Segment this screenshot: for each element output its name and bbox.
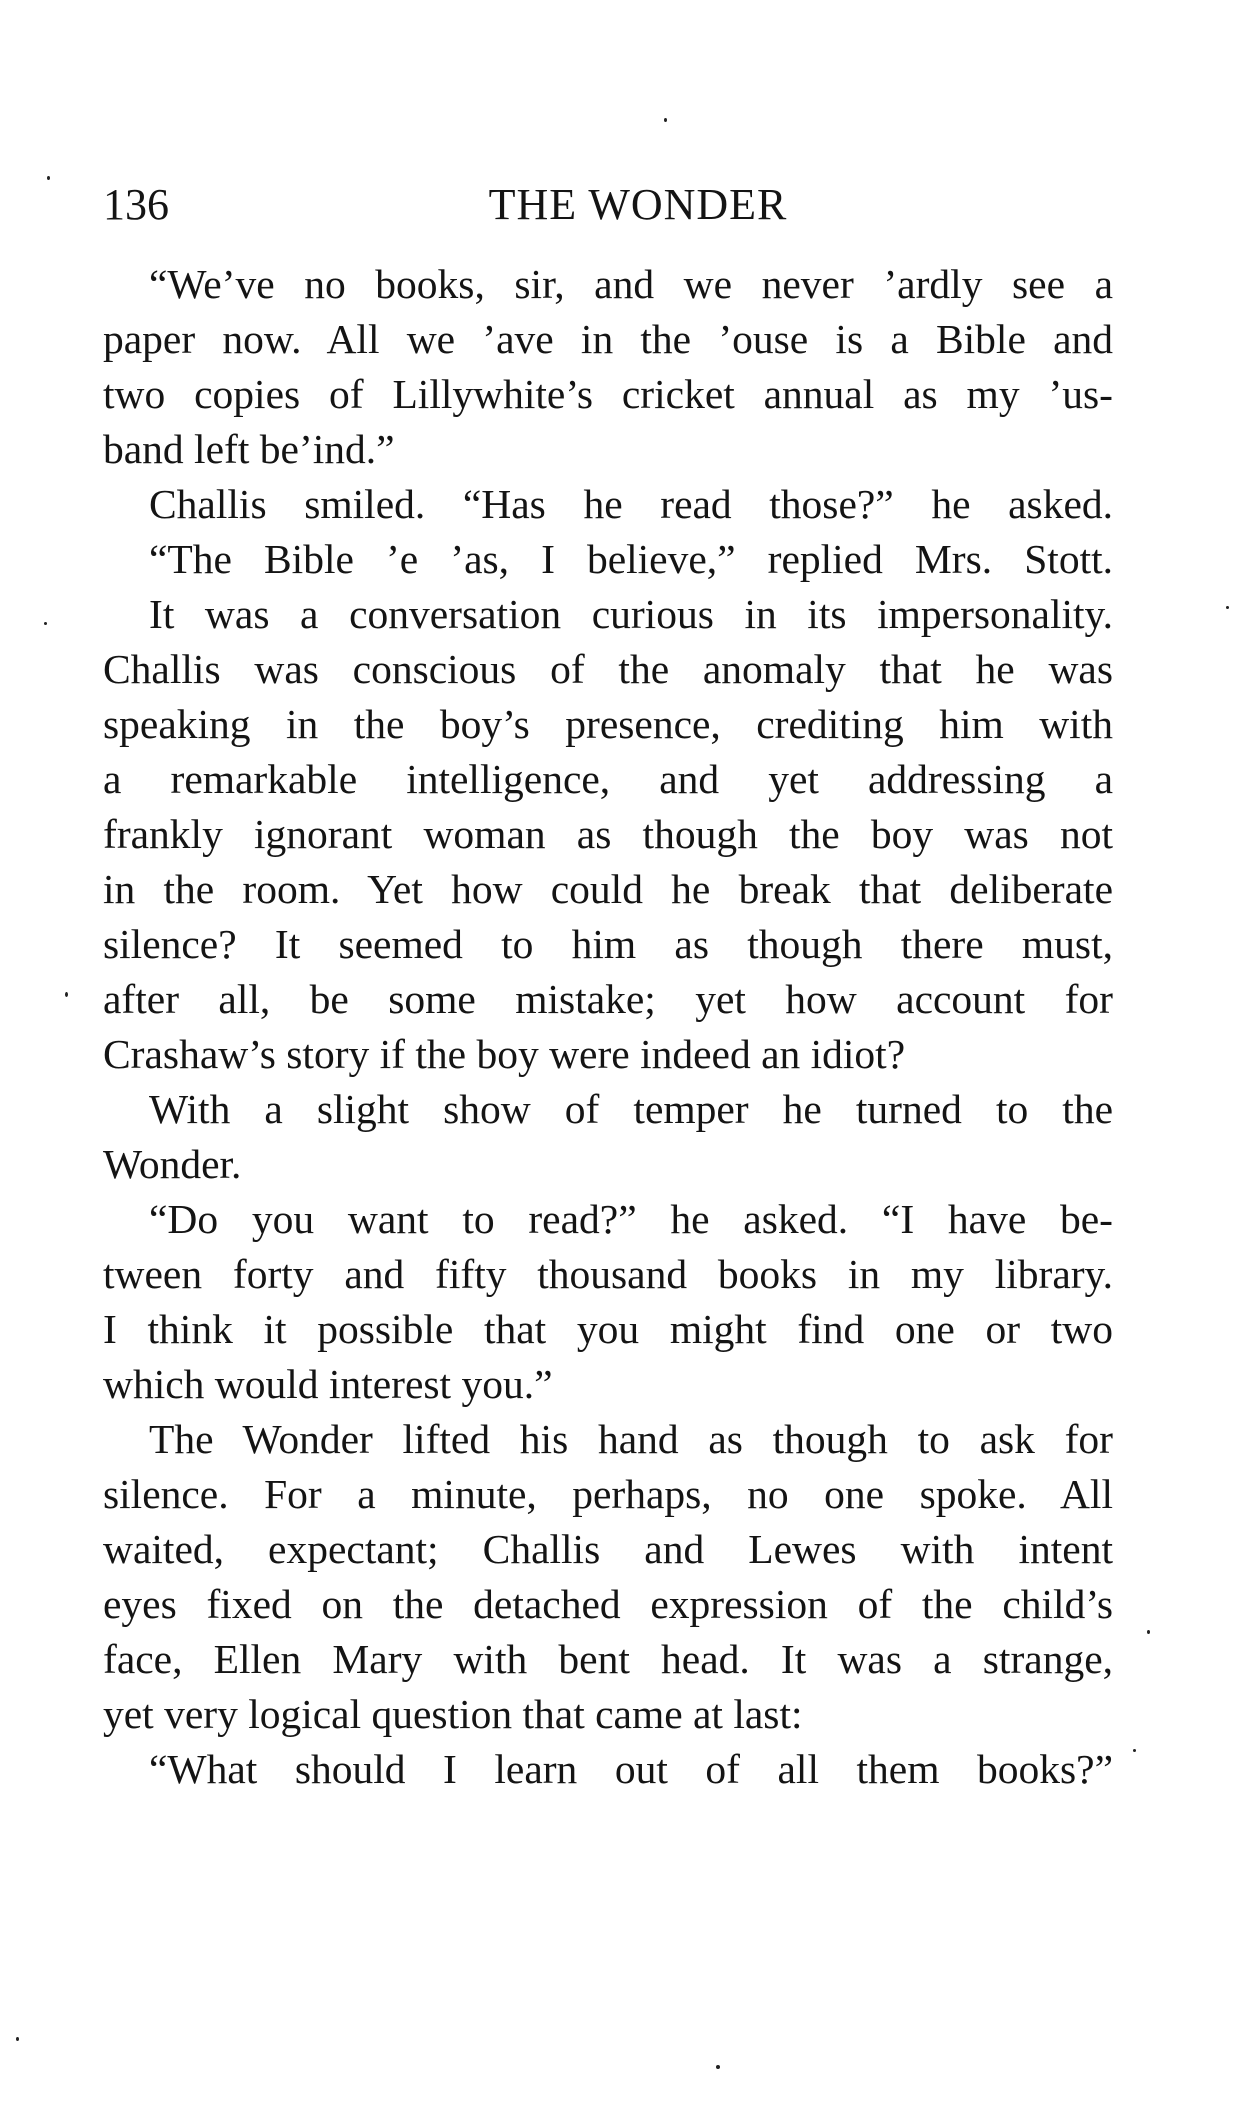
- text-line: face, Ellen Mary with bent head. It was a strange,: [103, 1636, 1113, 1682]
- text-line: “Do you want to read?” he asked. “I have be-: [149, 1196, 1113, 1242]
- text-line: eyes fixed on the detached expression of the child’s: [103, 1581, 1113, 1627]
- text-line: frankly ignorant woman as though the boy was not: [103, 811, 1113, 857]
- running-title: THE WONDER: [488, 180, 788, 229]
- scan-speck: [1147, 1630, 1150, 1634]
- text-line: With a slight show of temper he turned to the: [149, 1086, 1113, 1132]
- scan-speck: [44, 622, 47, 625]
- text-line: “The Bible ’e ’as, I believe,” replied Mrs. Stott.: [149, 536, 1113, 582]
- text-line: silence. For a minute, perhaps, no one spoke. All: [103, 1471, 1113, 1517]
- text-line: which would interest you.”: [103, 1361, 553, 1407]
- scan-speck: [16, 2037, 19, 2041]
- scan-speck: [65, 992, 68, 997]
- text-line: after all, be some mistake; yet how account for: [103, 976, 1113, 1022]
- text-line: yet very logical question that came at last:: [103, 1691, 803, 1737]
- scan-speck: [1133, 1749, 1136, 1752]
- scan-speck: [664, 118, 667, 122]
- running-head: [103, 175, 1113, 235]
- text-line: “We’ve no books, sir, and we never ’ardly see a: [149, 261, 1113, 307]
- scan-speck: [1226, 606, 1229, 609]
- text-line: Crashaw’s story if the boy were indeed an idiot?: [103, 1031, 906, 1077]
- text-line: I think it possible that you might find one or two: [103, 1306, 1113, 1352]
- text-line: speaking in the boy’s presence, crediting him with: [103, 701, 1113, 747]
- scan-speck: [716, 2065, 720, 2069]
- body-text: [103, 257, 1113, 1797]
- text-line: paper now. All we ’ave in the ’ouse is a Bible and: [103, 316, 1113, 362]
- text-line: The Wonder lifted his hand as though to ask for: [149, 1416, 1113, 1462]
- text-line: tween forty and fifty thousand books in my library.: [103, 1251, 1113, 1297]
- text-line: a remarkable intelligence, and yet addressing a: [103, 756, 1113, 802]
- text-line: Wonder.: [103, 1141, 242, 1187]
- text-line: band left be’ind.”: [103, 426, 395, 472]
- text-line: waited, expectant; Challis and Lewes with intent: [103, 1526, 1113, 1572]
- text-line: silence? It seemed to him as though there must,: [103, 921, 1113, 967]
- text-line: two copies of Lillywhite’s cricket annual as my ’us-: [103, 371, 1113, 417]
- text-line: in the room. Yet how could he break that deliberate: [103, 866, 1113, 912]
- scan-speck: [47, 176, 50, 180]
- text-line: “What should I learn out of all them books?”: [149, 1746, 1113, 1792]
- text-line: Challis smiled. “Has he read those?” he asked.: [149, 481, 1113, 527]
- page-number: 136: [103, 180, 169, 229]
- text-line: It was a conversation curious in its impersonality.: [149, 591, 1113, 637]
- text-line: Challis was conscious of the anomaly that he was: [103, 646, 1113, 692]
